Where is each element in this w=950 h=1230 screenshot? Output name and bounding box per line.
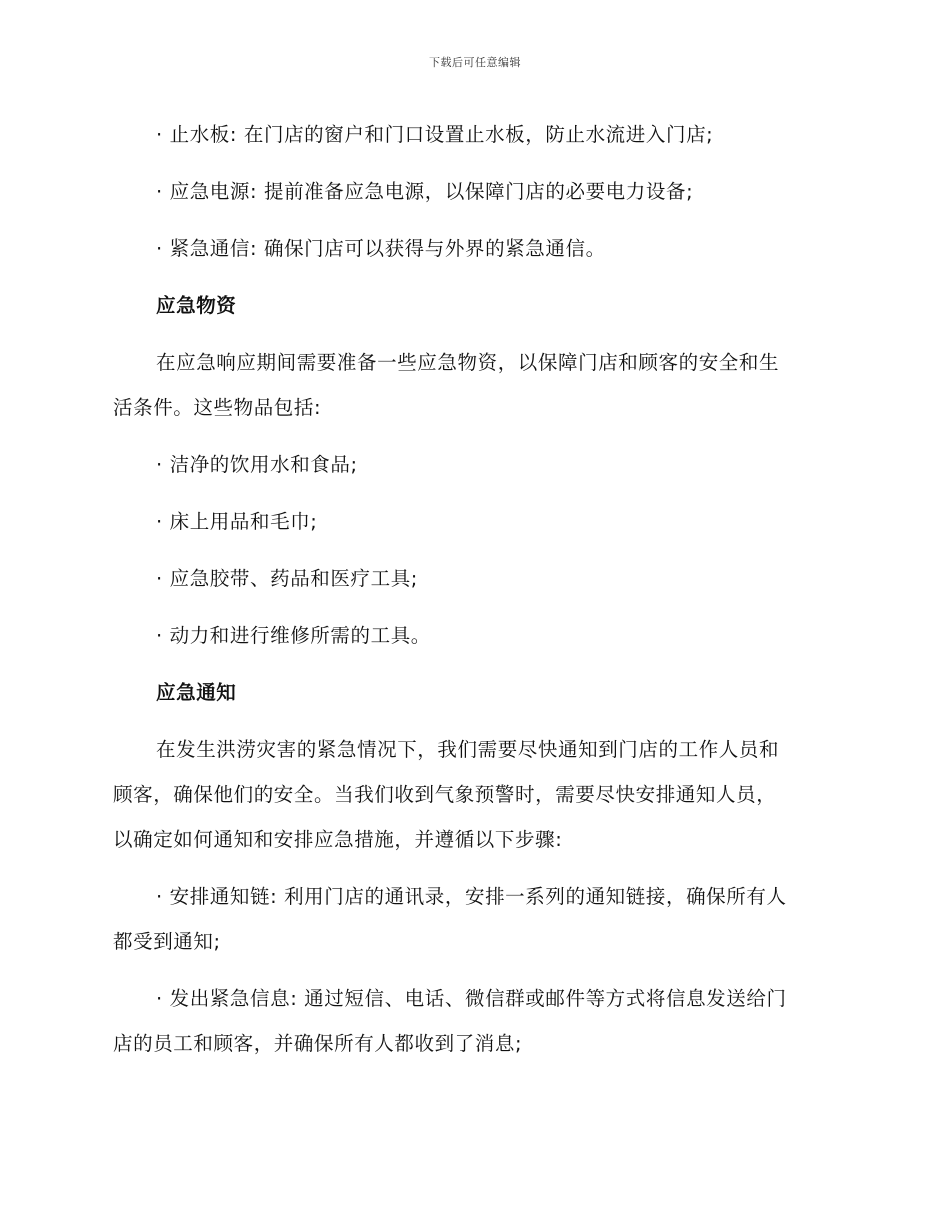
heading-emergency-notice: 应急通知: [156, 681, 237, 704]
notice-item-message-line-1: · 发出紧急信息: 通过短信、电话、微信群或邮件等方式将信息发送给门: [156, 987, 787, 1010]
notice-paragraph-line-1: 在发生洪涝灾害的紧急情况下，我们需要尽快通知到门店的工作人员和: [156, 738, 780, 761]
notice-paragraph-line-2: 顾客，确保他们的安全。当我们收到气象预警时，需要尽快安排通知人员，: [113, 783, 777, 806]
bullet-emergency-communication: · 紧急通信: 确保门店可以获得与外界的紧急通信。: [156, 237, 606, 260]
notice-item-chain-line-2: 都受到通知;: [113, 930, 221, 953]
document-body: [113, 112, 833, 1066]
notice-item-chain-line-1: · 安排通知链: 利用门店的通讯录，安排一系列的通知链接，确保所有人: [156, 885, 787, 908]
supply-item-medical: · 应急胶带、药品和医疗工具;: [156, 567, 418, 590]
supplies-paragraph-line-2: 活条件。这些物品包括:: [113, 396, 322, 419]
bullet-emergency-power: · 应急电源: 提前准备应急电源，以保障门店的必要电力设备;: [156, 180, 694, 203]
header-note: 下载后可任意编辑: [429, 56, 521, 69]
notice-item-message-line-2: 店的员工和顾客，并确保所有人都收到了消息;: [113, 1032, 523, 1055]
supply-item-tools: · 动力和进行维修所需的工具。: [156, 624, 431, 647]
supply-item-water-food: · 洁净的饮用水和食品;: [156, 453, 358, 476]
bullet-water-barrier: · 止水板: 在门店的窗户和门口设置止水板，防止水流进入门店;: [156, 123, 714, 146]
supplies-paragraph-line-1: 在应急响应期间需要准备一些应急物资，以保障门店和顾客的安全和生: [156, 351, 780, 374]
notice-paragraph-line-3: 以确定如何通知和安排应急措施，并遵循以下步骤:: [113, 828, 563, 851]
supply-item-bedding: · 床上用品和毛巾;: [156, 510, 318, 533]
heading-emergency-supplies: 应急物资: [156, 294, 237, 317]
